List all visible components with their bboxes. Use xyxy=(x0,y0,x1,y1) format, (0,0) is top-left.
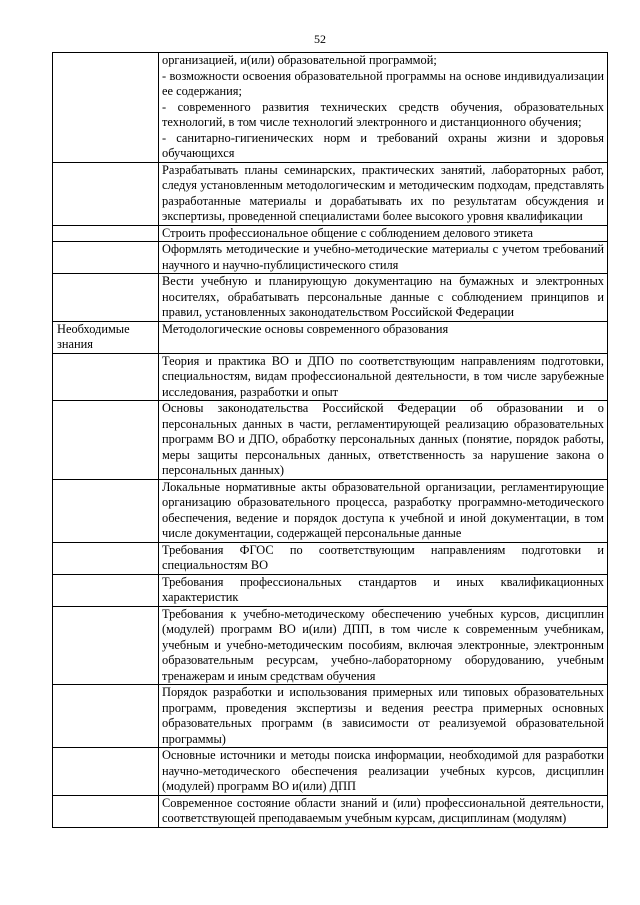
table-row xyxy=(53,479,608,542)
cell-text xyxy=(162,226,604,242)
table-row xyxy=(53,401,608,480)
cell-paragraph: Оформлять методические и учебно-методические материалы с учетом требований научного и научно-публицистического стиля xyxy=(162,242,604,272)
cell-text xyxy=(162,480,604,542)
table-row xyxy=(53,53,608,163)
row-label-cell: Необходимые знания xyxy=(53,321,159,353)
row-label-cell xyxy=(53,353,159,401)
row-content-cell xyxy=(159,748,608,796)
cell-paragraph: - возможности освоения образовательной программы на основе индивидуализации ее содержания; xyxy=(162,68,604,98)
cell-text xyxy=(162,796,604,827)
table-row xyxy=(53,574,608,606)
cell-paragraph: Современное состояние области знаний и (или) профессиональной деятельности, соответствующей преподаваемым учебным курсам, дисциплинам (модулям) xyxy=(162,795,604,825)
competency-table xyxy=(52,52,608,828)
row-label-cell xyxy=(53,479,159,542)
cell-text xyxy=(162,322,604,338)
cell-text xyxy=(162,274,604,321)
page-number: 52 xyxy=(314,32,326,46)
cell-paragraph: Теория и практика ВО и ДПО по соответствующим направлениям подготовки, специальностям, видам профессиональной деятельности, в том числе зарубежные исследования, разработки и опыт xyxy=(162,353,604,399)
table-row xyxy=(53,321,608,353)
cell-paragraph: Вести учебную и планирующую документацию на бумажных и электронных носителях, обрабатывать персональные данные с соблюдением принципов и правил, установленных законодательством Российской Федерации xyxy=(162,274,604,319)
cell-text xyxy=(162,575,604,606)
row-label-cell xyxy=(53,542,159,574)
cell-paragraph: организацией, и(или) образовательной программой; xyxy=(162,53,437,67)
cell-text xyxy=(162,401,604,479)
row-content-cell xyxy=(159,542,608,574)
row-label-cell xyxy=(53,162,159,225)
cell-text xyxy=(162,354,604,401)
row-label-cell xyxy=(53,53,159,163)
table-row xyxy=(53,274,608,322)
cell-paragraph: Требования ФГОС по соответствующим направлениям подготовки и специальностям ВО xyxy=(162,542,604,572)
row-content-cell xyxy=(159,685,608,748)
row-label-cell xyxy=(53,606,159,685)
cell-paragraph: Локальные нормативные акты образовательной организации, регламентирующие организацию образовательного процесса, разработку программно-методического обеспечения, ведение и порядок доступа к учебной и иной документации, в том числе документации, содержащей персональные данные xyxy=(162,479,604,540)
row-content-cell xyxy=(159,53,608,163)
row-content-cell xyxy=(159,242,608,274)
row-label-cell xyxy=(53,574,159,606)
table-row xyxy=(53,353,608,401)
table-row xyxy=(53,225,608,242)
row-content-cell xyxy=(159,321,608,353)
cell-paragraph: Методологические основы современного образования xyxy=(162,321,449,336)
row-content-cell xyxy=(159,574,608,606)
cell-text xyxy=(162,53,604,162)
cell-paragraph: - санитарно-гигиенических норм и требований охраны жизни и здоровья обучающихся xyxy=(162,130,604,160)
cell-paragraph: Требования профессиональных стандартов и иных квалификационных характеристик xyxy=(162,574,604,604)
cell-paragraph: Строить профессиональное общение с соблюдением делового этикета xyxy=(162,225,534,240)
cell-paragraph: Требования к учебно-методическому обеспечению учебных курсов, дисциплин (модулей) программ ВО и(или) ДПП, в том числе к современным учебникам, учебным и учебно-методическим пособиям, включая электронные, электронным образовательным ресурсам, учебно-лабораторному оборудованию, учебным тренажерам и иным средствам обучения xyxy=(162,606,604,683)
table-row xyxy=(53,542,608,574)
cell-paragraph: - современного развития технических средств обучения, образовательных технологий, в том числе технологий электронного и дистанционного обучения; xyxy=(162,99,604,129)
cell-paragraph: Порядок разработки и использования примерных или типовых образовательных программ, проведения экспертизы и ведения реестра примерных основных образовательных программ (в зависимости от реализуемой образовательной программы) xyxy=(162,685,604,746)
row-label-cell xyxy=(53,795,159,827)
row-content-cell xyxy=(159,162,608,225)
cell-text xyxy=(162,163,604,225)
table-row xyxy=(53,162,608,225)
row-label-cell xyxy=(53,401,159,480)
row-content-cell xyxy=(159,274,608,322)
cell-text xyxy=(162,607,604,685)
row-content-cell xyxy=(159,606,608,685)
cell-paragraph: Разрабатывать планы семинарских, практических занятий, лабораторных работ, следуя установленным методологическим и методическим подходам, представлять разработанные материалы и дорабатывать их по результатам обсуждения и экспертизы, проведенной специалистами более высокого уровня квалификации xyxy=(162,162,604,223)
table-row xyxy=(53,606,608,685)
row-content-cell xyxy=(159,795,608,827)
cell-paragraph: Основы законодательства Российской Федерации об образовании и о персональных данных в части, регламентирующей реализацию образовательных программ ВО и ДПО, обработку персональных данных (понятие, порядок работы, меры защиты персональных данных, ответственность за нарушение закона о персональных данных) xyxy=(162,401,604,477)
cell-text xyxy=(162,748,604,795)
table-row xyxy=(53,242,608,274)
row-content-cell xyxy=(159,401,608,480)
row-label-cell xyxy=(53,748,159,796)
row-content-cell xyxy=(159,479,608,542)
cell-text xyxy=(162,685,604,747)
row-content-cell xyxy=(159,353,608,401)
table-row xyxy=(53,795,608,827)
cell-text xyxy=(162,543,604,574)
cell-text xyxy=(162,242,604,273)
table-row xyxy=(53,685,608,748)
row-content-cell xyxy=(159,225,608,242)
row-label-cell xyxy=(53,685,159,748)
row-label-cell xyxy=(53,242,159,274)
cell-paragraph: Основные источники и методы поиска информации, необходимой для разработки научно-методического обеспечения реализации учебных курсов, дисциплин (модулей) программ ВО и(или) ДПП xyxy=(162,748,604,793)
row-label-cell xyxy=(53,274,159,322)
row-label-cell xyxy=(53,225,159,242)
table-body xyxy=(53,53,608,828)
table-row xyxy=(53,748,608,796)
